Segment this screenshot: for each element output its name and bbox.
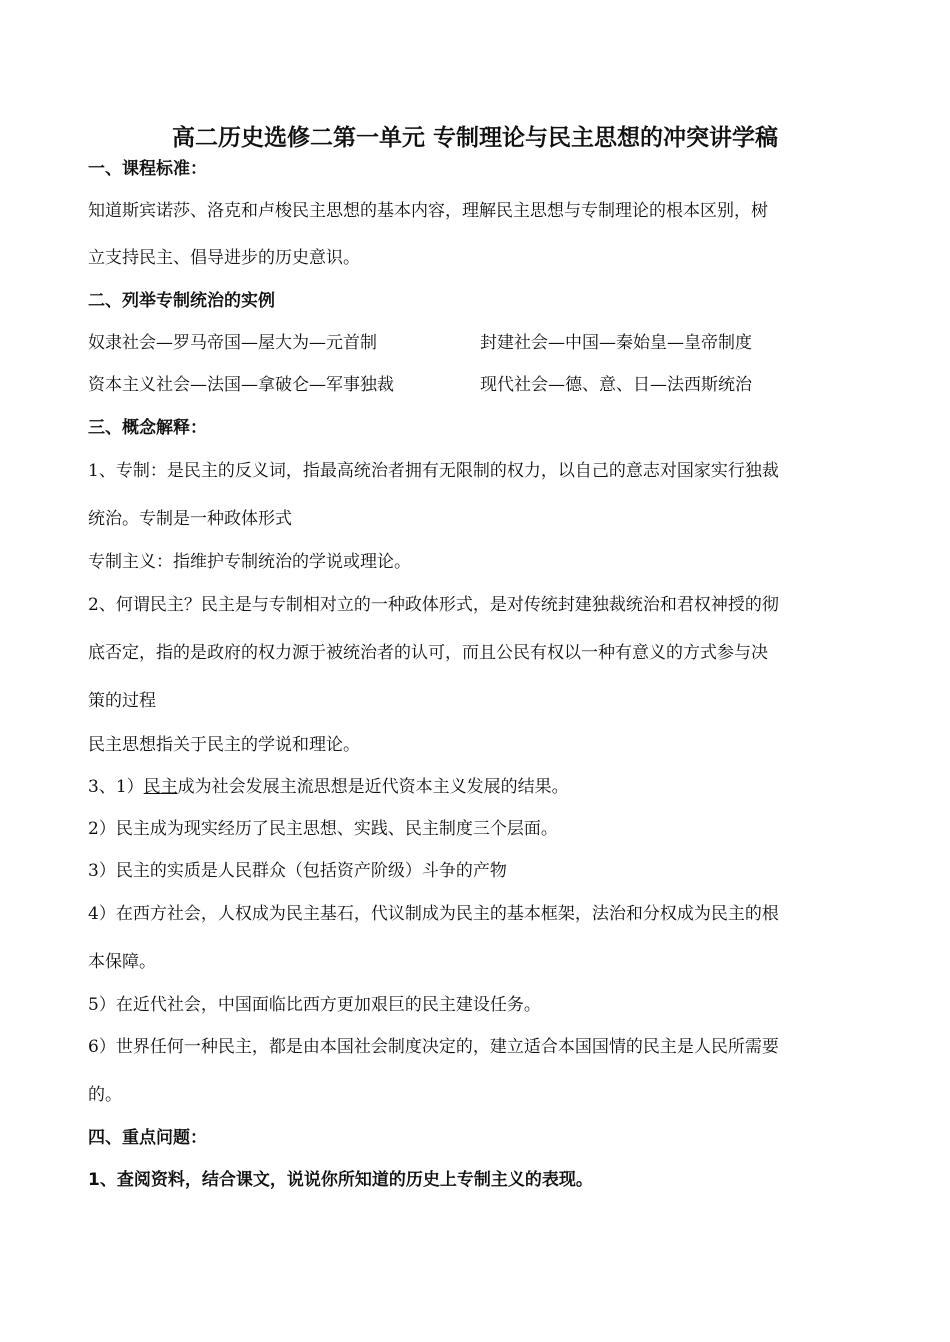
paragraph-line: 2、何谓民主？民主是与专制相对立的一种政体形式，是对传统封建独裁统治和君权神授的彻 [88, 595, 779, 615]
paragraph-line: 知道斯宾诺莎、洛克和卢梭民主思想的基本内容，理解民主思想与专制理论的根本区别，树 [88, 201, 768, 221]
paragraph-line: 专制主义：指维护专制统治的学说或理论。 [88, 552, 411, 572]
section-heading-curriculum: 一、课程标准： [88, 159, 207, 179]
paragraph-line: 5）在近代社会，中国面临比西方更加艰巨的民主建设任务。 [88, 995, 541, 1015]
paragraph-line: 本保障。 [88, 952, 156, 972]
item-prefix: 3、1） [88, 777, 144, 797]
example-item: 资本主义社会—法国—拿破仑—军事独裁 [88, 375, 394, 395]
paragraph-line: 统治。专制是一种政体形式 [88, 509, 292, 529]
example-item: 封建社会—中国—秦始皇—皇帝制度 [480, 333, 752, 353]
section-heading-key-questions: 四、重点问题： [88, 1128, 207, 1148]
item-text: 成为社会发展主流思想是近代资本主义发展的结果。 [177, 777, 569, 797]
example-item: 奴隶社会—罗马帝国—屋大为—元首制 [88, 333, 377, 353]
paragraph-line: 民主思想指关于民主的学说和理论。 [88, 735, 360, 755]
paragraph-line [88, 776, 569, 798]
page-title: 高二历史选修二第一单元 专制理论与民主思想的冲突讲学稿 [171, 125, 778, 151]
paragraph-line: 底否定，指的是政府的权力源于被统治者的认可，而且公民有权以一种有意义的方式参与决 [88, 643, 768, 663]
paragraph-line: 立支持民主、倡导进步的历史意识。 [88, 248, 360, 268]
example-item: 现代社会—德、意、日—法西斯统治 [480, 375, 752, 395]
underlined-term: 民主 [143, 777, 178, 797]
paragraph-line: 3）民主的实质是人民群众（包括资产阶级）斗争的产物 [88, 861, 507, 881]
paragraph-line: 4）在西方社会，人权成为民主基石，代议制成为民主的基本框架，法治和分权成为民主的根 [88, 904, 779, 924]
paragraph-line: 2）民主成为现实经历了民主思想、实践、民主制度三个层面。 [88, 819, 558, 839]
paragraph-line: 的。 [88, 1085, 122, 1105]
paragraph-line: 6）世界任何一种民主，都是由本国社会制度决定的，建立适合本国国情的民主是人民所需要 [88, 1037, 779, 1057]
section-heading-examples: 二、列举专制统治的实例 [88, 291, 275, 311]
section-heading-concepts: 三、概念解释： [88, 418, 207, 438]
paragraph-line: 1、专制：是民主的反义词，指最高统治者拥有无限制的权力，以自己的意志对国家实行独裁 [88, 461, 779, 481]
paragraph-line: 策的过程 [88, 691, 156, 711]
question-item: 1、查阅资料，结合课文，说说你所知道的历史上专制主义的表现。 [88, 1170, 593, 1190]
